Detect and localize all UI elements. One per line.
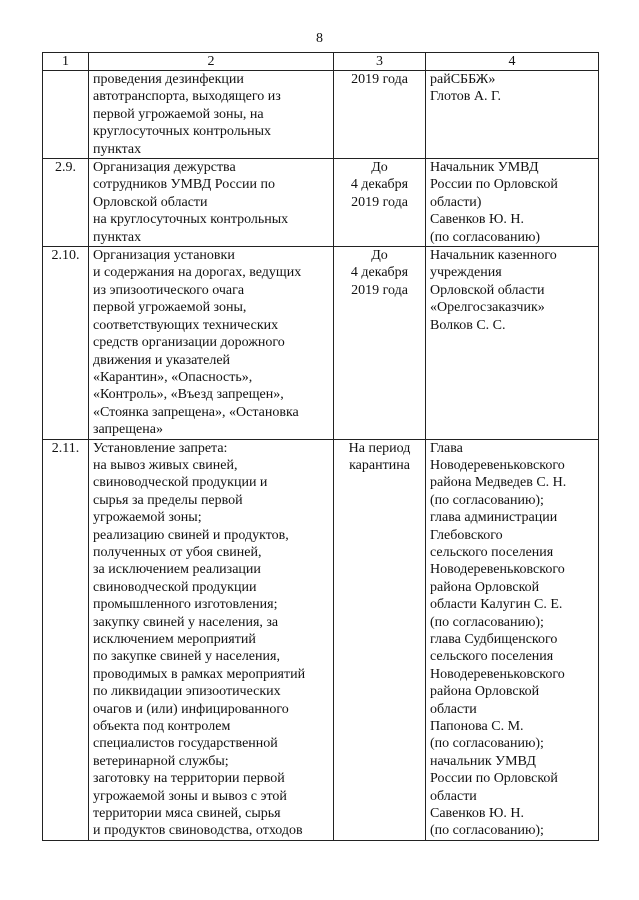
responsible-line: Глебовского xyxy=(430,527,503,543)
action-line: сотрудников УМВД России по xyxy=(93,177,275,193)
action-line: угрожаемой зоны; xyxy=(93,510,202,526)
responsible-line: Новодеревеньковского xyxy=(430,666,565,682)
action-line: соответствующих технических xyxy=(93,317,279,333)
responsible-line: сельского поселения xyxy=(430,544,554,560)
action-line: полученных от убоя свиней, xyxy=(93,544,262,560)
action-line: промышленного изготовления; xyxy=(93,597,278,613)
responsible-cell xyxy=(426,71,599,159)
responsible-line: России по Орловской xyxy=(430,771,558,787)
responsible-line: начальник УМВД xyxy=(430,753,536,769)
responsible-line: Начальник казенного xyxy=(430,248,557,264)
term-line: 4 декабря xyxy=(350,177,409,193)
responsible-line: области xyxy=(430,701,477,717)
term-line: 2019 года xyxy=(351,282,408,298)
action-line: ветеринарной службы; xyxy=(93,753,229,769)
action-line: из эпизоотического очага xyxy=(93,282,245,298)
action-line: территории мяса свиней, сырья xyxy=(93,806,281,822)
responsible-line: России по Орловской xyxy=(430,177,558,193)
action-line: проводимых в рамках мероприятий xyxy=(93,666,306,682)
responsible-line: «Орелгосзаказчик» xyxy=(430,300,545,316)
action-line: «Карантин», «Опасность», xyxy=(93,369,253,385)
action-line: очагов и (или) инфицированного xyxy=(93,701,289,717)
action-line: средств организации дорожного xyxy=(93,335,285,351)
term-cell xyxy=(334,159,426,247)
responsible-line: (по согласованию); xyxy=(430,492,544,508)
action-line: Организация установки xyxy=(93,248,235,264)
action-cell xyxy=(89,71,334,159)
responsible-line: района Медведев С. Н. xyxy=(430,475,567,491)
action-line: угрожаемой зоны и вывоз с этой xyxy=(93,788,287,804)
responsible-line: Начальник УМВД xyxy=(430,160,539,176)
action-line: специалистов государственной xyxy=(93,736,278,752)
responsible-line: Глотов А. Г. xyxy=(430,89,502,105)
action-line: пунктах xyxy=(93,141,142,157)
table-row xyxy=(43,439,599,840)
term-cell xyxy=(334,439,426,840)
action-cell xyxy=(89,247,334,439)
item-number: 2.10. xyxy=(43,247,89,439)
responsible-line: района Орловской xyxy=(430,684,540,700)
action-line: и содержания на дорогах, ведущих xyxy=(93,265,302,281)
action-line: Организация дежурства xyxy=(93,160,236,176)
responsible-line: (по согласованию); xyxy=(430,823,544,839)
term-cell xyxy=(334,247,426,439)
action-line: «Контроль», «Въезд запрещен», xyxy=(93,387,284,403)
responsible-line: области xyxy=(430,788,477,804)
action-line: проведения дезинфекции xyxy=(93,72,244,87)
action-line: сырья за пределы первой xyxy=(93,492,243,508)
action-line: запрещена» xyxy=(93,422,163,438)
table-row xyxy=(43,71,599,159)
action-line: движения и указателей xyxy=(93,352,231,368)
column-header: 3 xyxy=(334,53,426,71)
term-line: До xyxy=(371,248,388,264)
responsible-line: Волков С. С. xyxy=(430,317,506,333)
responsible-line: области) xyxy=(430,194,482,210)
responsible-line: глава Судбищенского xyxy=(430,632,558,647)
item-number: 2.9. xyxy=(43,159,89,247)
column-header: 1 xyxy=(43,53,89,71)
responsible-line: глава администрации xyxy=(430,510,558,526)
term-line: 2019 года xyxy=(351,194,408,210)
responsible-line: Глава xyxy=(430,440,463,456)
action-line: и продуктов свиноводства, отходов xyxy=(93,823,303,839)
table-header-row xyxy=(43,53,599,71)
responsible-line: учреждения xyxy=(430,265,502,281)
responsible-cell xyxy=(426,159,599,247)
responsible-line: Новодеревеньковского xyxy=(430,457,565,473)
action-line: за исключением реализации xyxy=(93,562,261,578)
table-body xyxy=(43,71,599,841)
action-line: свиноводческой продукции и xyxy=(93,475,268,491)
action-line: «Стоянка запрещена», «Остановка xyxy=(93,404,299,420)
responsible-line: Савенков Ю. Н. xyxy=(430,212,524,228)
responsible-line: Новодеревеньковского xyxy=(430,562,565,578)
column-header: 2 xyxy=(89,53,334,71)
action-cell xyxy=(89,159,334,247)
action-line: заготовку на территории первой xyxy=(93,771,285,787)
item-number xyxy=(43,71,89,159)
responsible-line: Савенков Ю. Н. xyxy=(430,806,524,822)
term-line: 2019 года xyxy=(351,72,408,87)
action-line: автотранспорта, выходящего из xyxy=(93,89,281,105)
action-line: на круглосуточных контрольных xyxy=(93,212,289,228)
action-line: на вывоз живых свиней, xyxy=(93,457,238,473)
action-line: первой угрожаемой зоны, xyxy=(93,300,247,316)
table-row xyxy=(43,247,599,439)
responsible-line: (по согласованию); xyxy=(430,614,544,630)
item-number: 2.11. xyxy=(43,439,89,840)
action-line: круглосуточных контрольных xyxy=(93,124,271,140)
responsible-line: (по согласованию) xyxy=(430,229,541,245)
term-line: карантина xyxy=(349,457,410,473)
responsible-line: Папонова С. М. xyxy=(430,719,524,735)
responsible-line: области Калугин С. Е. xyxy=(430,597,563,613)
action-cell xyxy=(89,439,334,840)
action-line: свиноводческой продукции xyxy=(93,579,257,595)
action-line: по ликвидации эпизоотических xyxy=(93,684,281,700)
term-line: До xyxy=(371,160,388,176)
responsible-cell xyxy=(426,247,599,439)
responsible-line: (по согласованию); xyxy=(430,736,544,752)
action-line: Установление запрета: xyxy=(93,440,228,456)
responsible-line: района Орловской xyxy=(430,579,540,595)
action-line: Орловской области xyxy=(93,194,208,210)
action-line: закупку свиней у населения, за xyxy=(93,614,279,630)
action-line: пунктах xyxy=(93,229,142,245)
term-line: На период xyxy=(348,440,411,456)
responsible-line: Орловской области xyxy=(430,282,545,298)
action-line: первой угрожаемой зоны, на xyxy=(93,106,264,122)
responsible-line: райСББЖ» xyxy=(430,72,496,87)
term-line: 4 декабря xyxy=(350,265,409,281)
action-line: исключением мероприятий xyxy=(93,632,256,647)
term-cell xyxy=(334,71,426,159)
table-row xyxy=(43,159,599,247)
action-line: по закупке свиней у населения, xyxy=(93,649,280,665)
responsible-cell xyxy=(426,439,599,840)
responsible-line: сельского поселения xyxy=(430,649,554,665)
measures-table xyxy=(42,52,599,841)
page-number: 8 xyxy=(316,31,323,46)
column-header: 4 xyxy=(426,53,599,71)
action-line: реализацию свиней и продуктов, xyxy=(93,527,289,543)
action-line: объекта под контролем xyxy=(93,719,231,735)
